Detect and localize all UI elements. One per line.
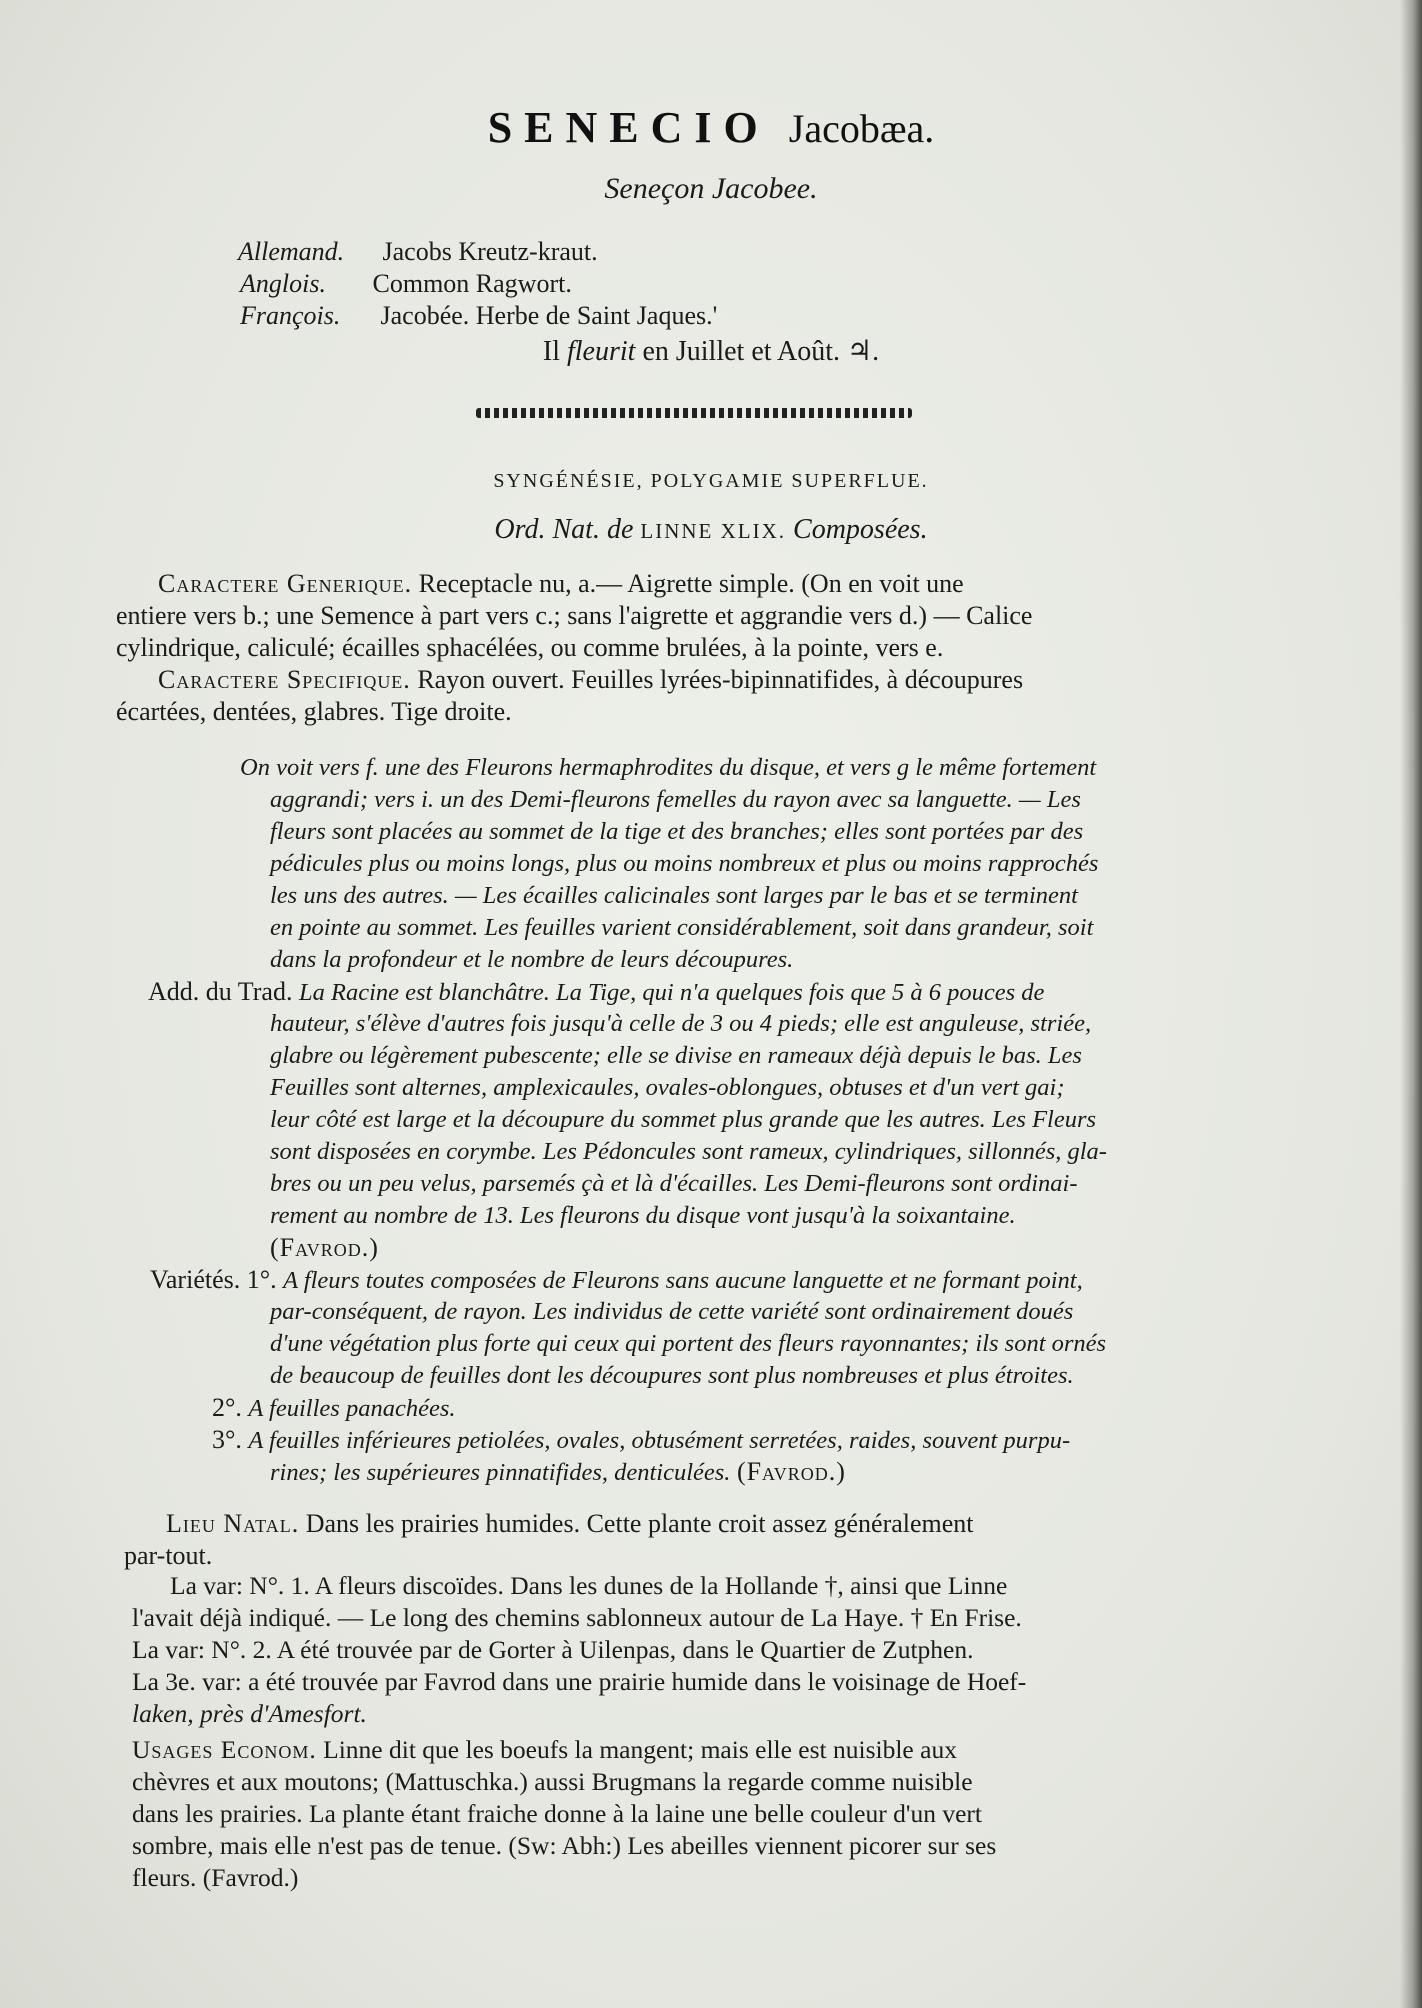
- species-name: Jacobæa.: [788, 106, 935, 151]
- genus-name: SENECIO: [487, 103, 770, 152]
- text-line: Usages Econom. Linne dit que les boeufs la mangent; mais elle est nuisible aux: [132, 1735, 957, 1764]
- varieties: [150, 1264, 1106, 1488]
- text-line: aggrandi; vers i. un des Demi-fleurons femelles du rayon avec sa languette. — Les: [270, 786, 1081, 813]
- section-label: Caractere Generique.: [158, 569, 413, 598]
- text-line: Variétés. 1°. A fleurs toutes composées de Fleurons sans aucune languette et ne formant point,: [150, 1265, 1083, 1294]
- text-line: fleurs sont placées au sommet de la tige et des branches; elles sont portées par des: [270, 818, 1084, 845]
- variety-number: 1°.: [246, 1265, 277, 1294]
- vernacular-row: [238, 268, 717, 300]
- flowering-prefix: Il: [542, 336, 560, 367]
- text-line: dans les prairies. La plante étant fraiche donne à la laine une belle couleur d'un vert: [132, 1799, 982, 1828]
- text-line: Add. du Trad. La Racine est blanchâtre. La Tige, qui n'a quelques fois que 5 à 6 pouces de: [148, 977, 1045, 1006]
- text-line: La 3e. var: a été trouvée par Favrod dans une prairie humide dans le voisinage de Hoef-: [132, 1667, 1027, 1696]
- generic-character: [116, 568, 1033, 728]
- section-label: Add. du Trad.: [148, 977, 293, 1006]
- page-edge-shadow: [1400, 0, 1422, 2008]
- linnaean-class: SYNGÉNÉSIE, POLYGAMIE SUPERFLUE.: [493, 470, 929, 492]
- text-line: Caractere Specifique. Rayon ouvert. Feuilles lyrées-bipinnatifides, à découpures: [158, 665, 1024, 694]
- vernacular-name: Jacobs Kreutz-kraut.: [382, 237, 598, 266]
- flowering-time: [0, 334, 1422, 368]
- order-prefix: Ord. Nat. de: [494, 514, 634, 545]
- section-label: Usages Econom.: [132, 1735, 317, 1764]
- text-line: glabre ou légèrement pubescente; elle se divise en rameaux déjà depuis le bas. Les: [270, 1042, 1082, 1069]
- text-line: leur côté est large et la découpure du sommet plus grande que les autres. Les Fleurs: [270, 1106, 1097, 1133]
- order-family: Composées.: [793, 514, 928, 545]
- text-line: écartées, dentées, glabres. Tige droite.: [116, 697, 512, 726]
- order-name: LINNE XLIX.: [640, 519, 787, 543]
- economic-uses: [132, 1734, 996, 1894]
- natural-order: [0, 514, 1422, 546]
- flowering-verb: fleurit: [567, 336, 636, 367]
- text-line: Caractere Generique. Receptacle nu, a.— Aigrette simple. (On en voit une: [158, 569, 964, 598]
- text-line: d'une végétation plus forte qui ceux qui portent des fleurs rayonnantes; ils sont ornés: [270, 1330, 1107, 1357]
- text-line: dans la profondeur et le nombre de leurs découpures.: [270, 946, 794, 973]
- page-title: [0, 102, 1422, 153]
- text-line: par-tout.: [124, 1541, 213, 1570]
- text-line: rines; les supérieures pinnatifides, denticulées. (Favrod.): [270, 1457, 846, 1486]
- text-line: sombre, mais elle n'est pas de tenue. (Sw: Abh:) Les abeilles viennent picorer sur ses: [132, 1831, 997, 1860]
- variety-number: 3°.: [212, 1425, 242, 1454]
- text-line: rement au nombre de 13. Les fleurons du disque vont jusqu'à la soixantaine.: [270, 1202, 1016, 1229]
- text-line: en pointe au sommet. Les feuilles varient considérablement, soit dans grandeur, soit: [270, 914, 1094, 941]
- language-label: François.: [240, 301, 341, 330]
- variety-localities: [132, 1570, 1026, 1730]
- text-line: laken, près d'Amesfort.: [132, 1699, 367, 1728]
- native-habitat: [124, 1508, 974, 1572]
- ornament-divider: [476, 408, 912, 418]
- flowering-months: en Juillet et Août.: [642, 336, 840, 367]
- vernacular-name: Common Ragwort.: [372, 269, 572, 298]
- section-label: Lieu Natal.: [166, 1509, 300, 1538]
- text-line: pédicules plus ou moins longs, plus ou moins nombreux et plus ou moins rapprochés: [270, 850, 1099, 877]
- section-label: Caractere Specifique.: [158, 665, 411, 694]
- text-line: 3°. A feuilles inférieures petiolées, ovales, obtusément serretées, raides, souvent purpu-: [212, 1425, 1071, 1454]
- text-line: fleurs. (Favrod.): [132, 1863, 299, 1892]
- vernacular-row: [238, 236, 717, 268]
- text-line: chèvres et aux moutons; (Mattuschka.) aussi Brugmans la regarde comme nuisible: [132, 1767, 973, 1796]
- translator-addition: [148, 976, 1107, 1264]
- text-line: bres ou un peu velus, parsemés çà et là d'écailles. Les Demi-fleurons sont ordinai-: [270, 1170, 1078, 1197]
- text-line: hauteur, s'élève d'autres fois jusqu'à celle de 3 ou 4 pieds; elle est anguleuse, striée,: [270, 1010, 1092, 1037]
- author-citation: (Favrod.): [270, 1233, 379, 1262]
- text-line: La var: N°. 2. A été trouvée par de Gorter à Uilenpas, dans le Quartier de Zutphen.: [132, 1635, 974, 1664]
- author-citation: (Favrod.): [736, 1457, 846, 1486]
- text-line: de beaucoup de feuilles dont les découpures sont plus nombreuses et plus étroites.: [270, 1362, 1074, 1389]
- text-line: La var: N°. 1. A fleurs discoïdes. Dans les dunes de la Hollande †, ainsi que Linne: [170, 1571, 1008, 1600]
- section-label: Variétés.: [150, 1265, 241, 1294]
- language-label: Anglois.: [240, 269, 326, 298]
- vernacular-row: [238, 300, 717, 332]
- text-line: les uns des autres. — Les écailles calicinales sont larges par le bas et se terminent: [270, 882, 1078, 909]
- text-line: Feuilles sont alternes, amplexicaules, ovales-oblongues, obtuses et d'un vert gai;: [270, 1074, 1065, 1101]
- text-line: entiere vers b.; une Semence à part vers c.; sans l'aigrette et aggrandie vers d.) — Calice: [116, 601, 1033, 630]
- figure-observations: [240, 752, 1098, 976]
- vernacular-names: [238, 236, 717, 332]
- text-line: Lieu Natal. Dans les prairies humides. Cette plante croit assez généralement: [166, 1509, 974, 1538]
- vernacular-name: Jacobée. Herbe de Saint Jaques.': [380, 301, 718, 330]
- text-line: l'avait déjà indiqué. — Le long des chemins sablonneux autour de La Haye. † En Frise.: [132, 1603, 1022, 1632]
- text-line: sont disposées en corymbe. Les Pédoncules sont rameux, cylindriques, sillonnés, gla-: [270, 1138, 1107, 1165]
- perennial-symbol: ♃.: [846, 336, 880, 367]
- french-common-name: Seneçon Jacobee.: [604, 172, 818, 205]
- text-line: par-conséquent, de rayon. Les individus de cette variété sont ordinairement doués: [270, 1298, 1074, 1325]
- language-label: Allemand.: [238, 237, 345, 266]
- variety-number: 2°.: [212, 1393, 242, 1422]
- text-line: 2°. A feuilles panachées.: [212, 1393, 456, 1422]
- text-line: On voit vers f. une des Fleurons hermaphrodites du disque, et vers g le même fortement: [240, 754, 1097, 781]
- text-line: cylindrique, caliculé; écailles sphacélées, ou comme brulées, à la pointe, vers e.: [116, 633, 944, 662]
